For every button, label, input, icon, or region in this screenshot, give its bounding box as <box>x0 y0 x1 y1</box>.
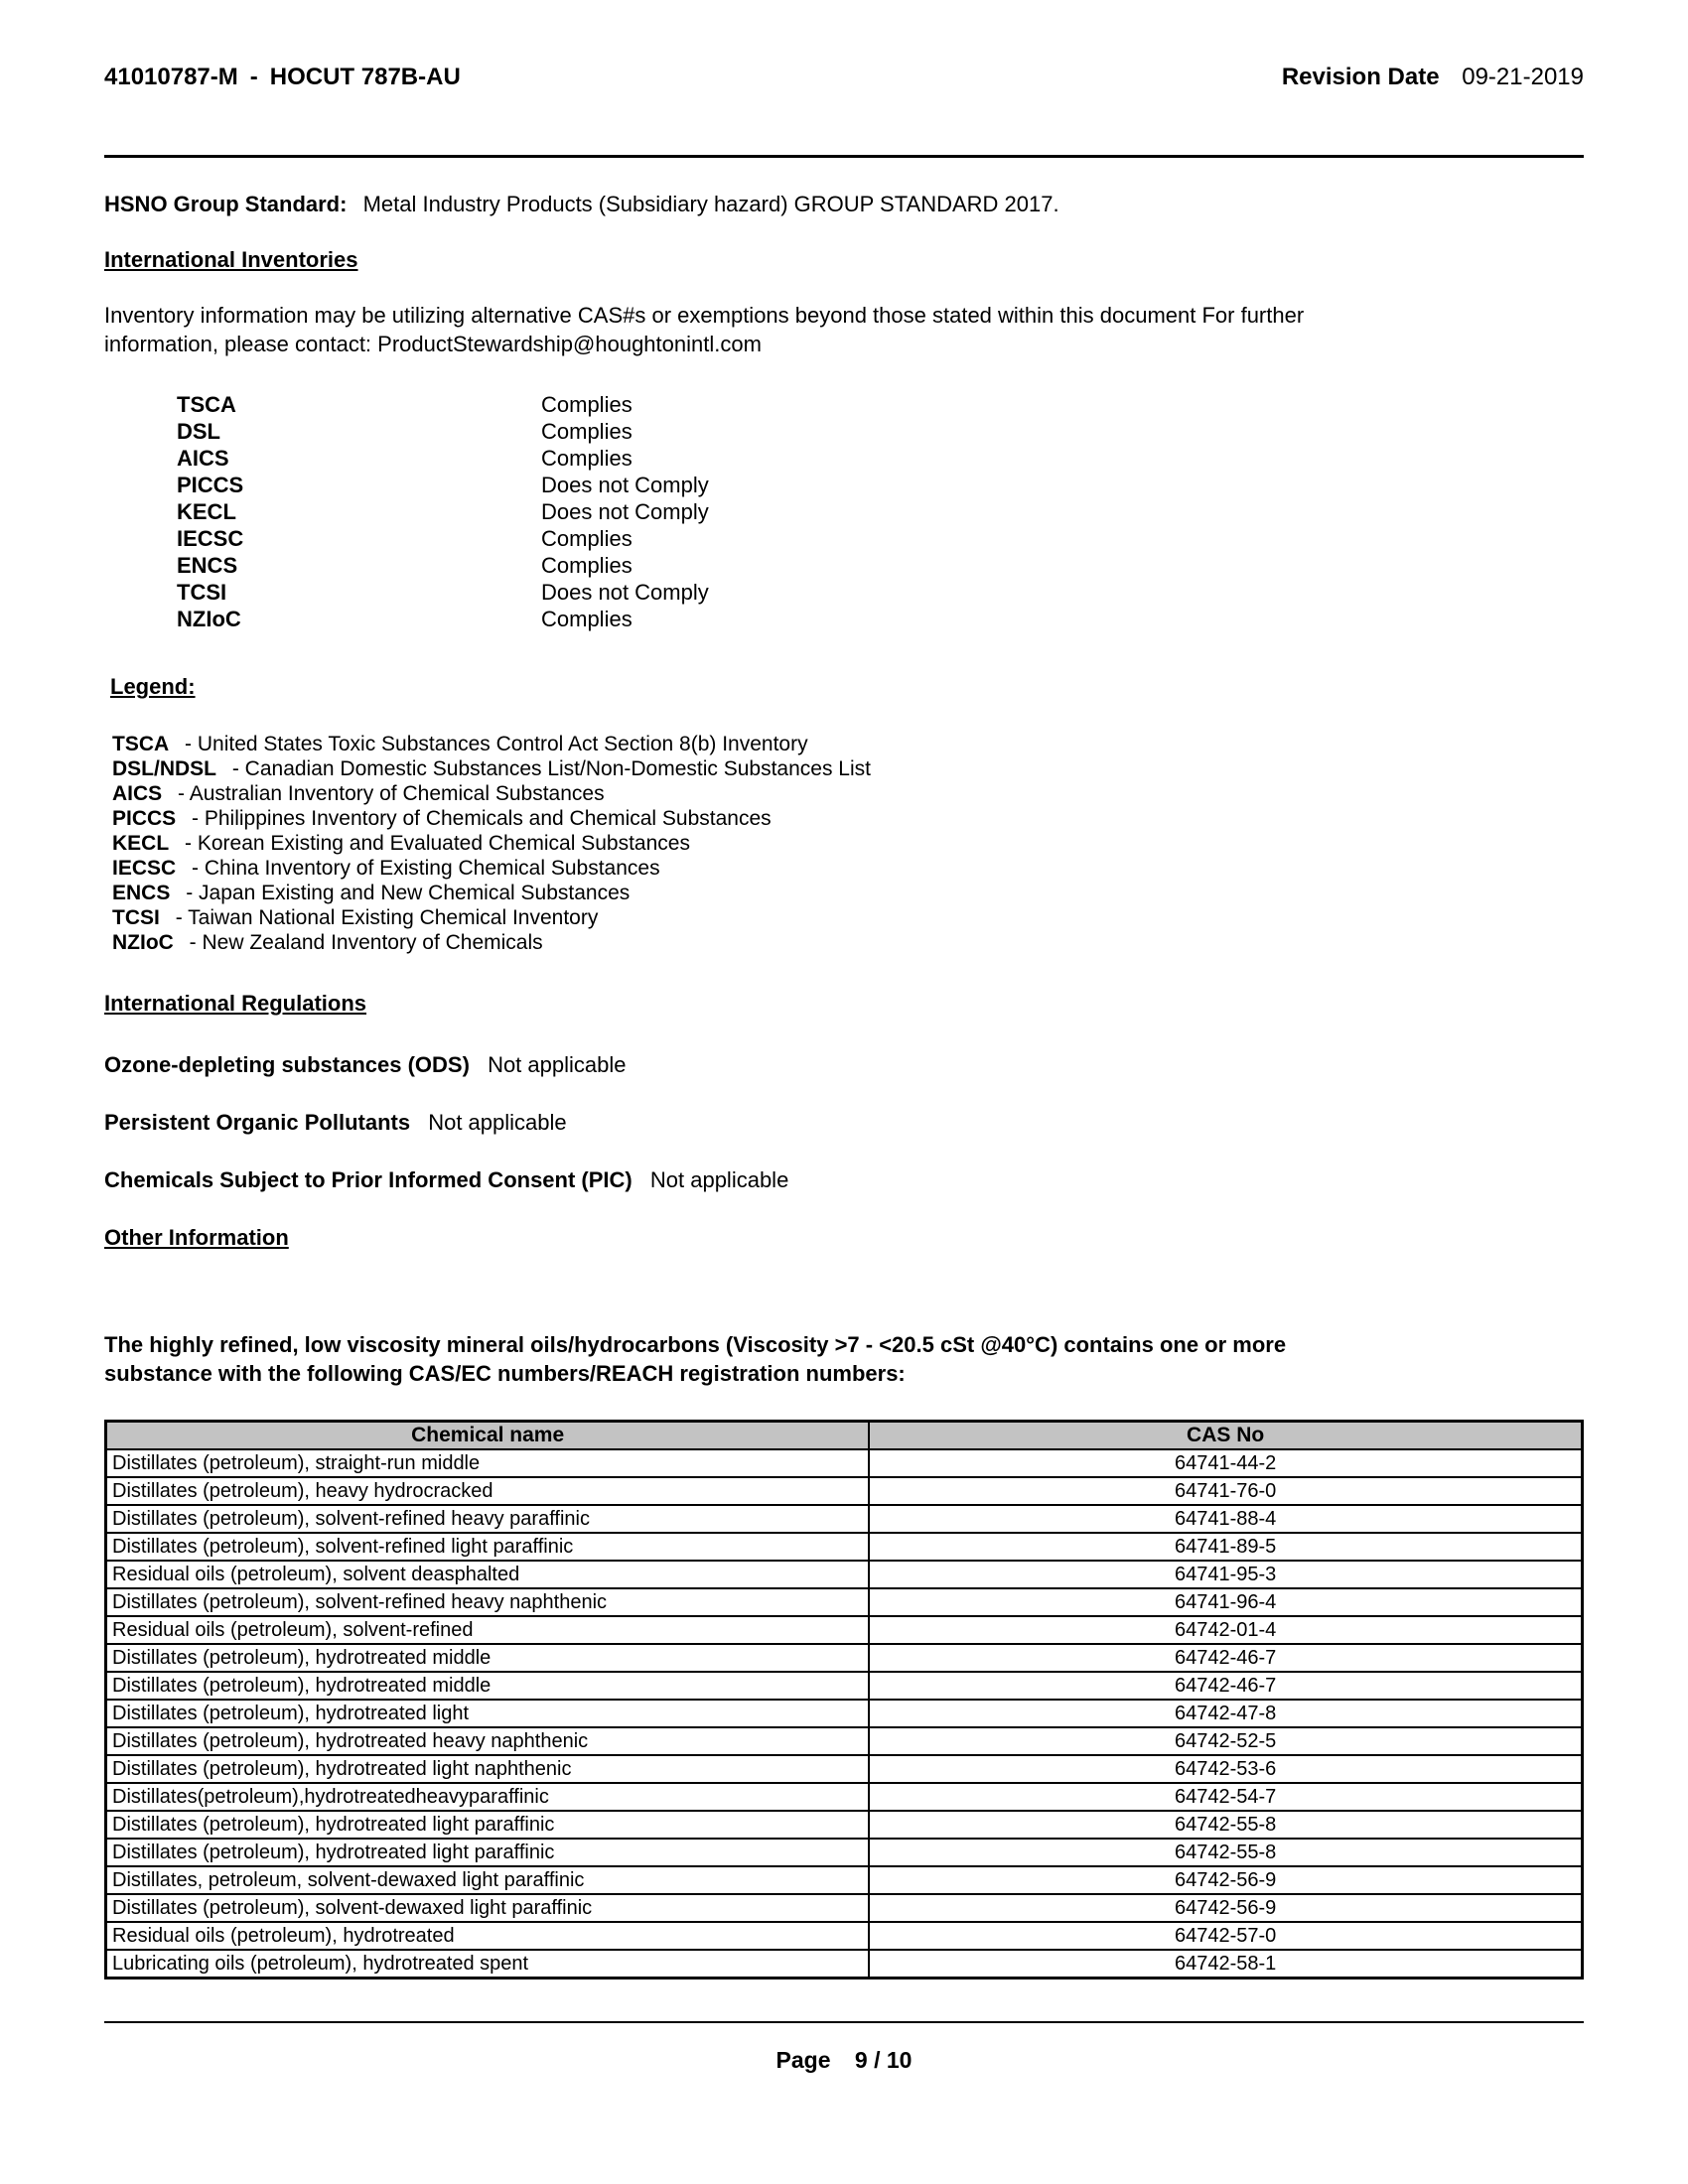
cas-number-cell: 64742-54-7 <box>869 1783 1582 1811</box>
legend-term: IECSC <box>112 857 177 880</box>
chemical-name-cell: Distillates (petroleum), straight-run middle <box>106 1449 870 1477</box>
legend-definition: - Philippines Inventory of Chemicals and Chemical Substances <box>192 807 772 830</box>
page-label: Page <box>775 2047 831 2073</box>
inventory-status: Complies <box>541 526 633 551</box>
legend-definition: - United States Toxic Substances Control Act Section 8(b) Inventory <box>185 733 808 755</box>
legend-item <box>112 781 1584 806</box>
chemical-name-cell: Distillates (petroleum), solvent-refined heavy paraffinic <box>106 1505 870 1533</box>
table-row <box>106 1950 1583 1979</box>
chemical-name-cell: Distillates (petroleum), solvent-dewaxed light paraffinic <box>106 1894 870 1922</box>
regulation-item <box>104 1167 1584 1193</box>
title-separator: - <box>249 64 258 90</box>
table-row <box>106 1644 1583 1672</box>
cas-number-cell: 64742-01-4 <box>869 1616 1582 1644</box>
inventory-code: ENCS <box>177 553 238 578</box>
inventory-row <box>104 525 1584 552</box>
inventory-status: Does not Comply <box>541 580 709 605</box>
legend-item <box>112 756 1584 781</box>
regulation-value: Not applicable <box>428 1110 567 1135</box>
cas-number-cell: 64742-55-8 <box>869 1811 1582 1839</box>
legend-definition: - Korean Existing and Evaluated Chemical Substances <box>185 832 690 855</box>
chemical-name-cell: Distillates (petroleum), hydrotreated middle <box>106 1672 870 1700</box>
footer-divider <box>104 2021 1584 2023</box>
regulation-item <box>104 1110 1584 1136</box>
legend-definition: - Canadian Domestic Substances List/Non-Domestic Substances List <box>231 757 871 780</box>
mineral-oil-statement-line2: substance with the following CAS/EC numbers/REACH registration numbers: <box>104 1361 906 1386</box>
legend-definition: - China Inventory of Existing Chemical Substances <box>192 857 660 880</box>
international-regulations-heading: International Regulations <box>104 991 367 1016</box>
cas-no-header: CAS No <box>869 1422 1582 1450</box>
inventory-row <box>104 579 1584 606</box>
cas-number-cell: 64742-47-8 <box>869 1700 1582 1727</box>
legend-term: NZIoC <box>112 931 174 954</box>
table-row <box>106 1672 1583 1700</box>
inventory-note-line1: Inventory information may be utilizing alternative CAS#s or exemptions beyond those stated within this document For further <box>104 303 1305 328</box>
inventory-code: DSL <box>177 419 220 444</box>
table-row <box>106 1755 1583 1783</box>
chemical-name-cell: Residual oils (petroleum), solvent-refined <box>106 1616 870 1644</box>
chemical-name-header: Chemical name <box>106 1422 870 1450</box>
legend-item <box>112 905 1584 930</box>
legend-term: AICS <box>112 782 163 805</box>
legend-definition: - Japan Existing and New Chemical Substances <box>186 882 631 904</box>
inventory-code: TSCA <box>177 392 236 417</box>
cas-number-cell: 64742-58-1 <box>869 1950 1582 1979</box>
table-row <box>106 1922 1583 1950</box>
inventory-note-line2: information, please contact: ProductStewardship@houghtonintl.com <box>104 332 762 356</box>
cas-number-cell: 64742-55-8 <box>869 1839 1582 1866</box>
inventory-code: KECL <box>177 499 236 524</box>
chemical-name-cell: Lubricating oils (petroleum), hydrotreated spent <box>106 1950 870 1979</box>
cas-number-cell: 64742-53-6 <box>869 1755 1582 1783</box>
chemical-name-cell: Distillates (petroleum), hydrotreated middle <box>106 1644 870 1672</box>
table-header-row <box>106 1422 1583 1450</box>
table-row <box>106 1783 1583 1811</box>
chemical-name-cell: Residual oils (petroleum), hydrotreated <box>106 1922 870 1950</box>
international-inventories-heading: International Inventories <box>104 247 358 272</box>
regulation-label: Chemicals Subject to Prior Informed Consent (PIC) <box>104 1167 633 1192</box>
legend-item <box>112 856 1584 881</box>
legend-item <box>112 732 1584 756</box>
legend-definition: - New Zealand Inventory of Chemicals <box>189 931 543 954</box>
chemical-name-cell: Distillates(petroleum),hydrotreatedheavyparaffinic <box>106 1783 870 1811</box>
regulation-item <box>104 1052 1584 1078</box>
cas-number-cell: 64742-46-7 <box>869 1644 1582 1672</box>
table-row <box>106 1616 1583 1644</box>
inventory-row <box>104 606 1584 632</box>
regulation-label: Ozone-depleting substances (ODS) <box>104 1052 470 1077</box>
legend-list <box>112 732 1584 955</box>
legend-item <box>112 806 1584 831</box>
inventory-row <box>104 445 1584 472</box>
inventory-row <box>104 498 1584 525</box>
inventory-code: IECSC <box>177 526 244 551</box>
page-header <box>104 64 1584 91</box>
inventory-status: Complies <box>541 419 633 444</box>
inventory-status: Complies <box>541 446 633 471</box>
hsno-label: HSNO Group Standard: <box>104 192 348 216</box>
legend-term: TCSI <box>112 906 160 929</box>
mineral-oil-statement-line1: The highly refined, low viscosity mineral oils/hydrocarbons (Viscosity >7 - <20.5 cSt @40°C) contains one or more <box>104 1332 1287 1357</box>
table-row <box>106 1561 1583 1588</box>
chemical-name-cell: Distillates (petroleum), solvent-refined light paraffinic <box>106 1533 870 1561</box>
cas-number-cell: 64741-95-3 <box>869 1561 1582 1588</box>
cas-number-cell: 64741-96-4 <box>869 1588 1582 1616</box>
document-title <box>104 64 461 91</box>
hsno-value: Metal Industry Products (Subsidiary hazard) GROUP STANDARD 2017. <box>362 192 1059 216</box>
table-body <box>106 1449 1583 1979</box>
cas-number-cell: 64742-52-5 <box>869 1727 1582 1755</box>
table-row <box>106 1588 1583 1616</box>
inventory-status: Does not Comply <box>541 499 709 524</box>
legend-heading: Legend: <box>110 674 196 699</box>
cas-number-cell: 64742-56-9 <box>869 1866 1582 1894</box>
table-row <box>106 1727 1583 1755</box>
regulations-list <box>104 1052 1584 1193</box>
other-information-heading: Other Information <box>104 1225 289 1250</box>
inventory-code: AICS <box>177 446 229 471</box>
regulation-value: Not applicable <box>649 1167 789 1192</box>
table-row <box>106 1533 1583 1561</box>
table-row <box>106 1839 1583 1866</box>
legend-term: PICCS <box>112 807 177 830</box>
document-code: 41010787-M <box>104 64 238 90</box>
inventory-row <box>104 472 1584 498</box>
legend-item <box>112 881 1584 905</box>
table-row <box>106 1700 1583 1727</box>
table-row <box>106 1866 1583 1894</box>
chemical-name-cell: Distillates (petroleum), hydrotreated light paraffinic <box>106 1811 870 1839</box>
hsno-group-standard-line <box>104 192 1584 217</box>
chemical-name-cell: Distillates (petroleum), hydrotreated heavy naphthenic <box>106 1727 870 1755</box>
chemical-name-cell: Distillates (petroleum), solvent-refined heavy naphthenic <box>106 1588 870 1616</box>
inventory-status: Complies <box>541 553 633 578</box>
cas-number-cell: 64741-76-0 <box>869 1477 1582 1505</box>
cas-number-cell: 64741-44-2 <box>869 1449 1582 1477</box>
inventory-row <box>104 552 1584 579</box>
legend-definition: - Australian Inventory of Chemical Substances <box>178 782 605 805</box>
table-row <box>106 1505 1583 1533</box>
legend-term: DSL/NDSL <box>112 757 216 780</box>
inventory-status: Does not Comply <box>541 473 709 497</box>
regulation-value: Not applicable <box>488 1052 627 1077</box>
inventory-row <box>104 418 1584 445</box>
legend-term: ENCS <box>112 882 171 904</box>
chemical-name-cell: Distillates, petroleum, solvent-dewaxed light paraffinic <box>106 1866 870 1894</box>
cas-number-cell: 64742-56-9 <box>869 1894 1582 1922</box>
legend-definition: - Taiwan National Existing Chemical Inventory <box>175 906 599 929</box>
inventory-note <box>104 301 1584 358</box>
revision-date-block <box>1282 64 1584 91</box>
legend-item <box>112 930 1584 955</box>
inventory-compliance-list <box>104 391 1584 632</box>
legend-term: KECL <box>112 832 170 855</box>
legend-item <box>112 831 1584 856</box>
mineral-oil-statement <box>104 1330 1584 1388</box>
chemical-name-cell: Distillates (petroleum), hydrotreated light naphthenic <box>106 1755 870 1783</box>
cas-number-cell: 64742-57-0 <box>869 1922 1582 1950</box>
inventory-status: Complies <box>541 392 633 417</box>
inventory-status: Complies <box>541 607 633 631</box>
cas-number-cell: 64741-88-4 <box>869 1505 1582 1533</box>
table-row <box>106 1449 1583 1477</box>
chemical-cas-table <box>104 1420 1584 1979</box>
table-row <box>106 1894 1583 1922</box>
table-row <box>106 1477 1583 1505</box>
chemical-name-cell: Distillates (petroleum), hydrotreated light paraffinic <box>106 1839 870 1866</box>
page-footer <box>104 2047 1584 2074</box>
cas-number-cell: 64742-46-7 <box>869 1672 1582 1700</box>
product-name: HOCUT 787B-AU <box>269 64 461 90</box>
page-number: 9 / 10 <box>854 2047 913 2073</box>
header-divider <box>104 155 1584 158</box>
inventory-code: PICCS <box>177 473 244 497</box>
cas-number-cell: 64741-89-5 <box>869 1533 1582 1561</box>
chemical-name-cell: Distillates (petroleum), heavy hydrocracked <box>106 1477 870 1505</box>
revision-date-value: 09-21-2019 <box>1462 64 1584 90</box>
inventory-code: NZIoC <box>177 607 241 631</box>
inventory-row <box>104 391 1584 418</box>
table-row <box>106 1811 1583 1839</box>
revision-date-label: Revision Date <box>1281 64 1440 90</box>
chemical-name-cell: Residual oils (petroleum), solvent deasphalted <box>106 1561 870 1588</box>
inventory-code: TCSI <box>177 580 227 605</box>
legend-term: TSCA <box>112 733 170 755</box>
chemical-name-cell: Distillates (petroleum), hydrotreated light <box>106 1700 870 1727</box>
regulation-label: Persistent Organic Pollutants <box>104 1110 411 1135</box>
